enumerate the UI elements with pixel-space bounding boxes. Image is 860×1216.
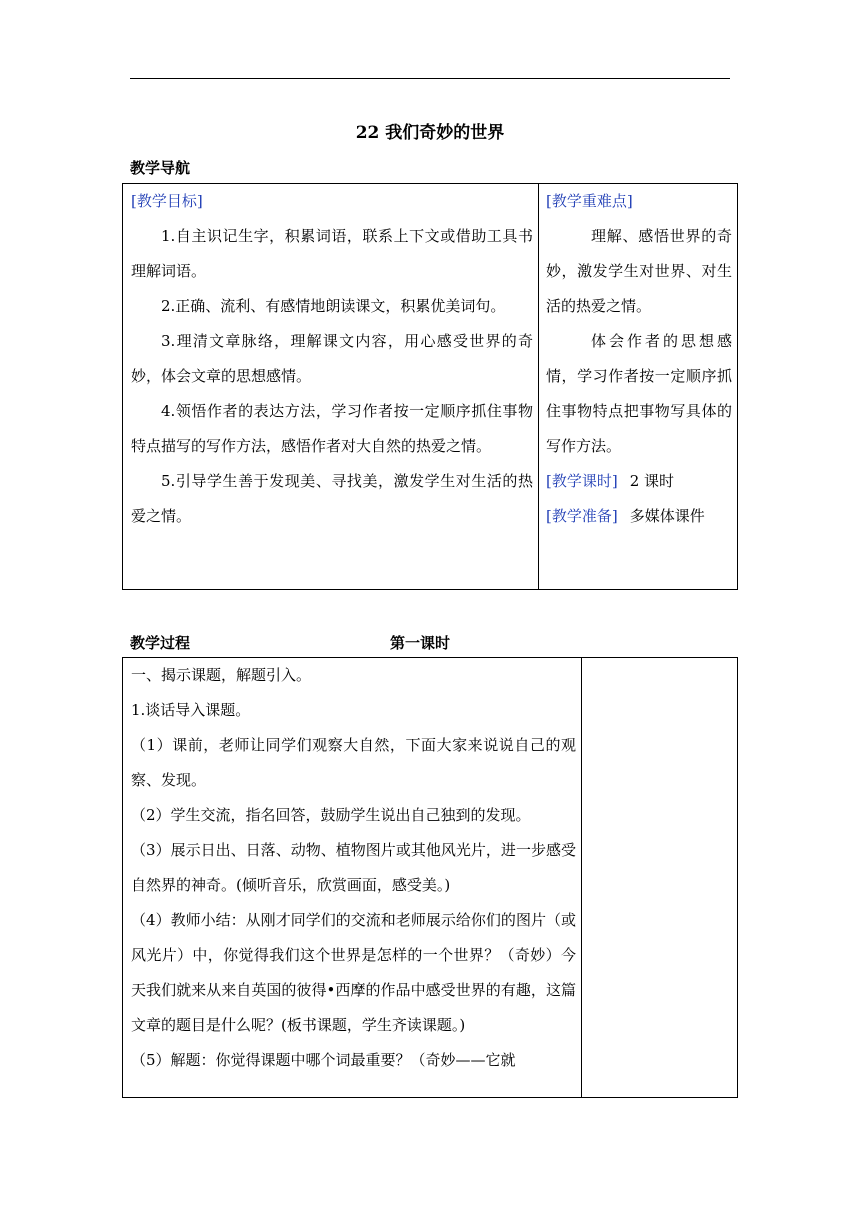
- header-rule: [130, 78, 730, 79]
- process-line: 一、揭示课题，解题引入。: [131, 666, 312, 684]
- objectives-label: [教学目标]: [131, 192, 203, 210]
- process-heading: 教学过程: [130, 634, 191, 652]
- prep-row: [546, 499, 732, 534]
- objective-item: 3.理清文章脉络，理解课文内容，用心感受世界的奇妙，体会文章的思想感情。: [131, 332, 533, 385]
- nav-heading: 教学导航: [130, 159, 191, 177]
- notes-cell: [586, 658, 736, 1097]
- objective-item: 2.正确、流利、有感情地朗读课文，积累优美词句。: [161, 297, 506, 315]
- period-heading: 第一课时: [390, 634, 451, 652]
- objectives-cell: [131, 184, 533, 534]
- process-line: （1）课前，老师让同学们观察大自然，下面大家来说说自己的观察、发现。: [131, 736, 576, 789]
- process-line: （5）解题：你觉得课题中哪个词最重要？（奇妙——它就: [131, 1051, 516, 1069]
- lesson-title: 22 我们奇妙的世界: [355, 123, 505, 143]
- process-table: [122, 657, 738, 1098]
- prep-value: 多媒体课件: [629, 507, 705, 525]
- objective-item: 4.领悟作者的表达方法，学习作者按一定顺序抓住事物特点描写的写作方法，感悟作者对大自然的热爱之情。: [131, 402, 533, 455]
- objective-item: 1.自主识记生字，积累词语，联系上下文或借助工具书理解词语。: [131, 227, 533, 280]
- process-line: （4）教师小结：从刚才同学们的交流和老师展示给你们的图片（或风光片）中，你觉得我们这个世界是怎样的一个世界？（奇妙）今天我们就来从来自英国的彼得•西摩的作品中感受世界的有趣，这篇文章的题目是什么呢？(板书课题，学生齐读课题。): [131, 911, 576, 1034]
- nav-table: [122, 183, 738, 590]
- process-line: 1.谈话导入课题。: [131, 701, 251, 719]
- column-divider: [581, 658, 582, 1097]
- process-cell: [131, 658, 576, 1078]
- key-point-paragraph: 理解、感悟世界的奇妙，激发学生对世界、对生活的热爱之情。: [546, 227, 732, 315]
- hours-value: 2 课时: [629, 472, 675, 490]
- key-points-cell: [546, 184, 732, 534]
- hours-label: [教学课时]: [546, 472, 618, 490]
- objective-item: 5.引导学生善于发现美、寻找美，激发学生对生活的热爱之情。: [131, 472, 533, 525]
- prep-label: [教学准备]: [546, 507, 618, 525]
- hours-row: [546, 464, 732, 499]
- key-point-paragraph: 体会作者的思想感情，学习作者按一定顺序抓住事物特点把事物写具体的写作方法。: [546, 332, 732, 455]
- process-line: （3）展示日出、日落、动物、植物图片或其他风光片，进一步感受自然界的神奇。(倾听音乐，欣赏画面，感受美。): [131, 841, 576, 894]
- column-divider: [538, 184, 539, 589]
- process-line: （2）学生交流，指名回答，鼓励学生说出自己独到的发现。: [131, 806, 531, 824]
- key-points-label: [教学重难点]: [546, 192, 633, 210]
